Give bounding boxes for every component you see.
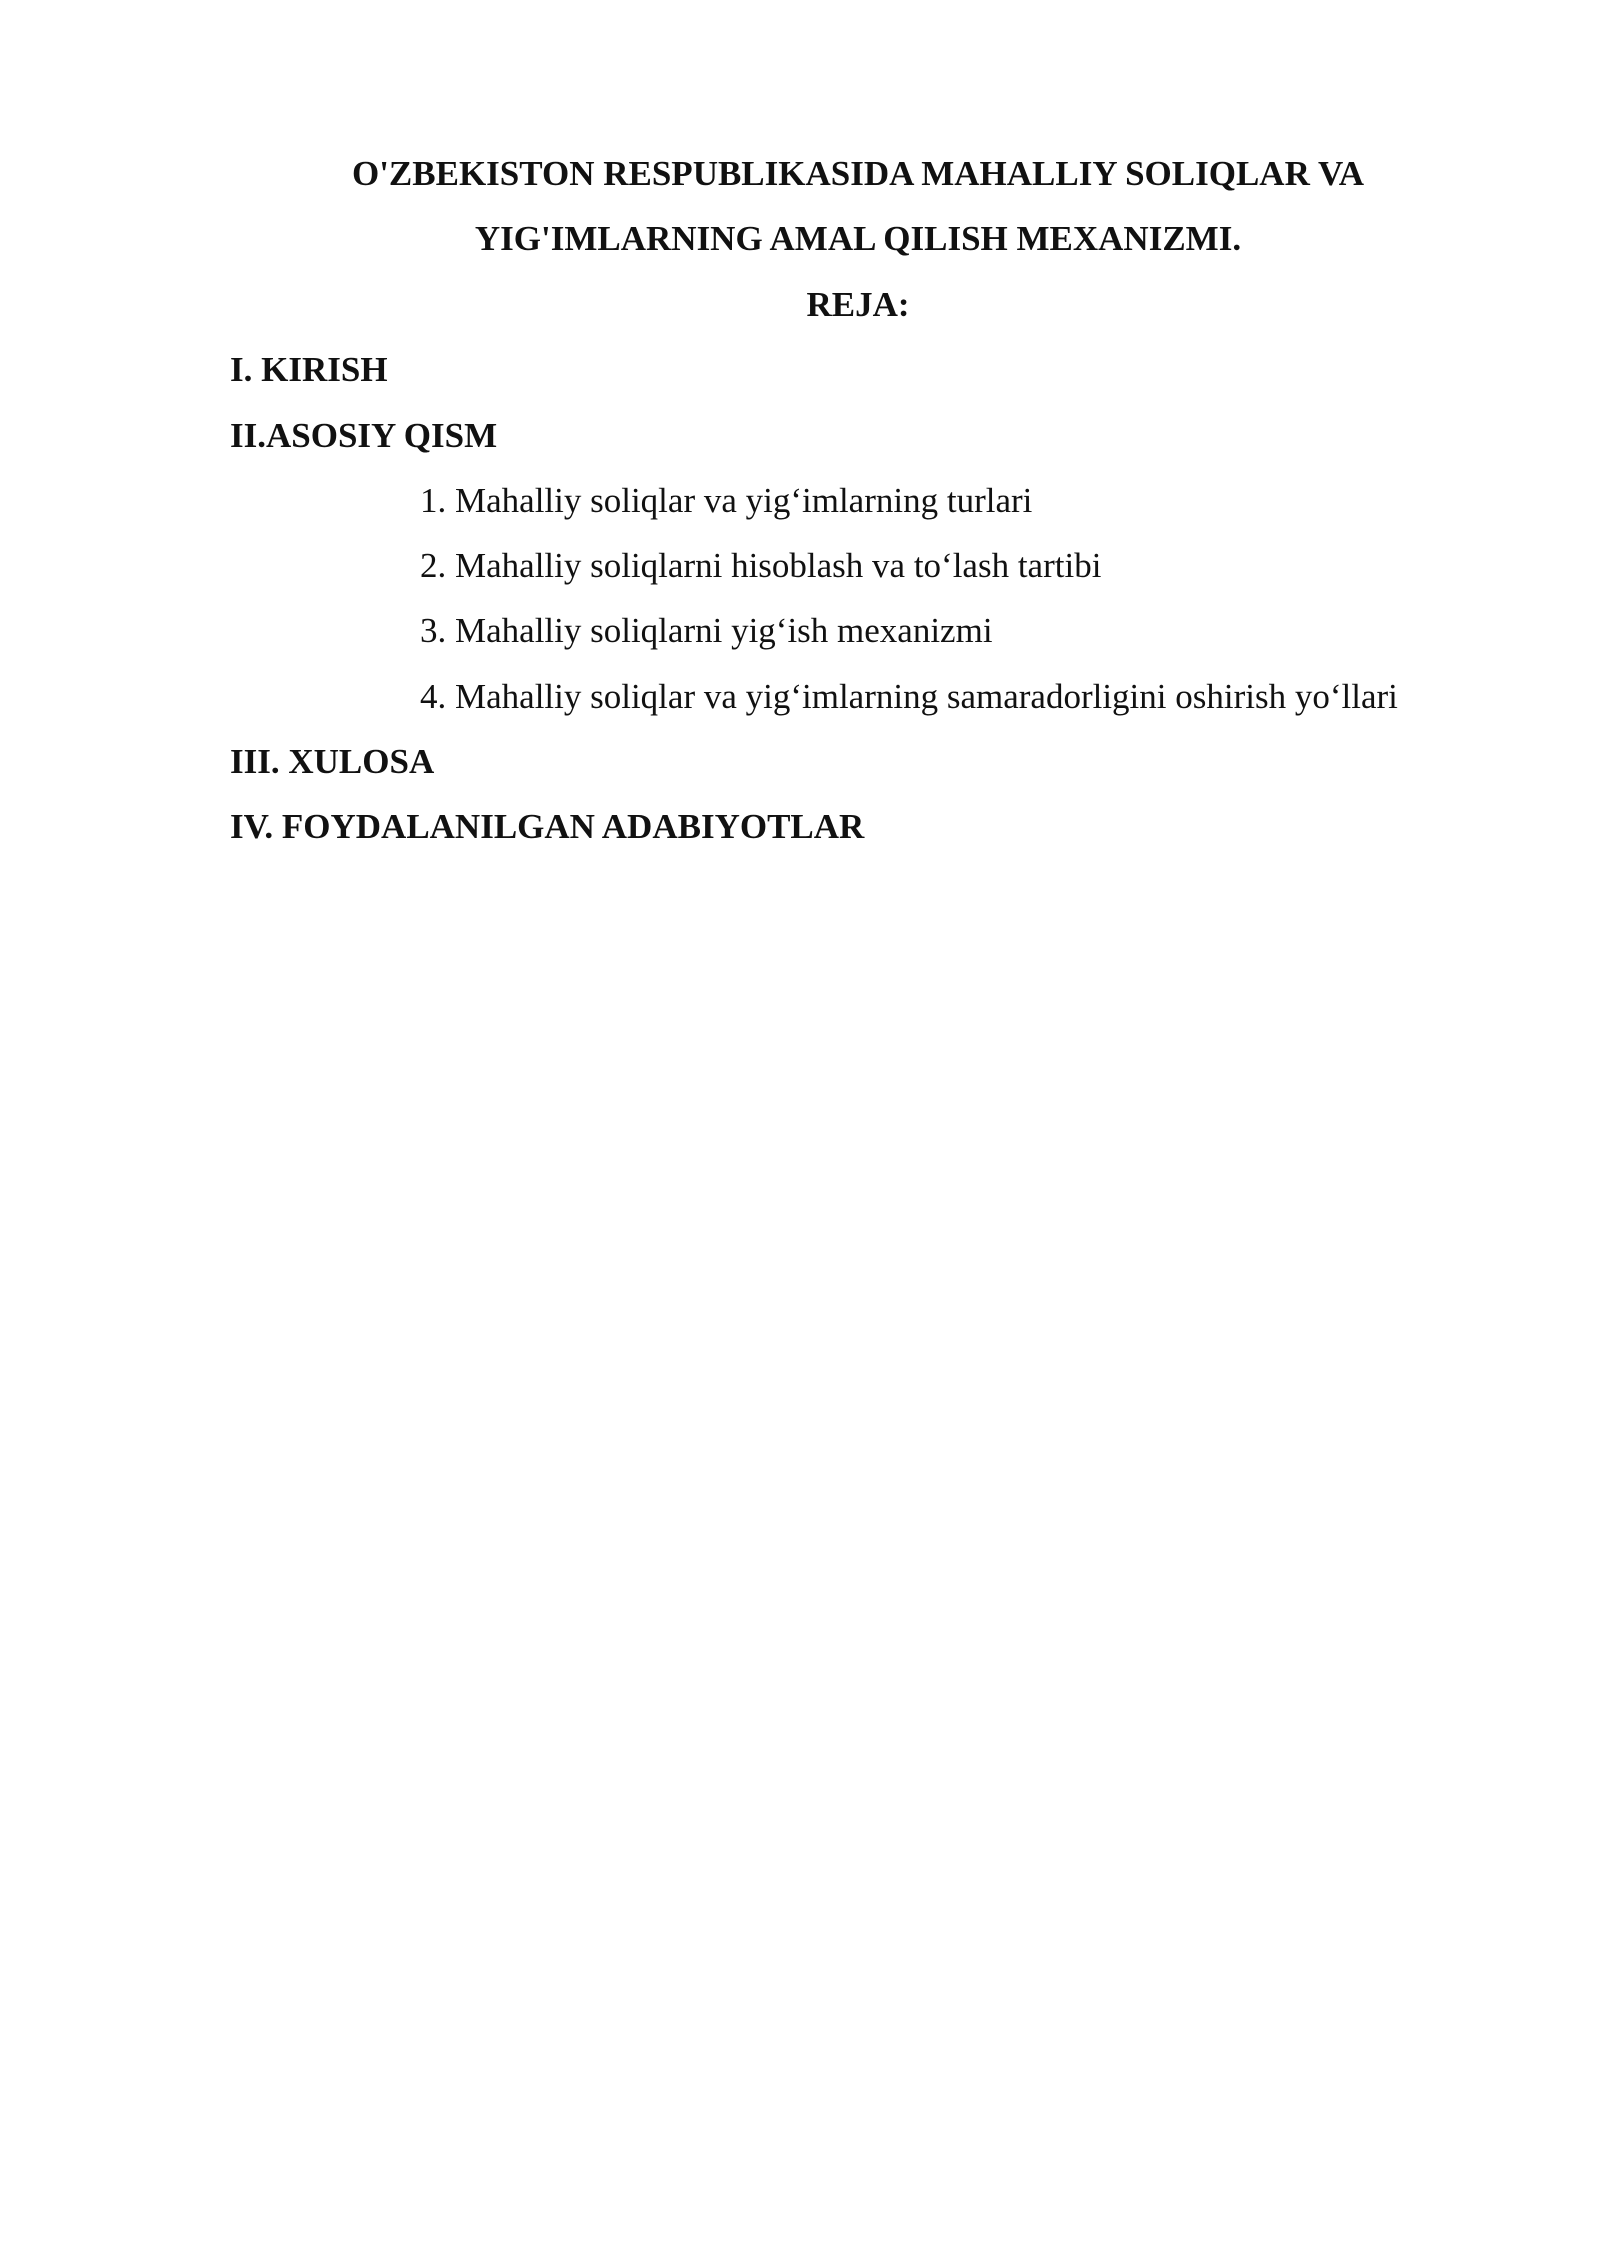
document-title-line-1: O'ZBEKISTON RESPUBLIKASIDA MAHALLIY SOLIQLAR VA	[351, 154, 1365, 193]
section-references: IV. FOYDALANILGAN ADABIYOTLAR	[230, 807, 865, 846]
plan-heading: REJA:	[806, 285, 910, 324]
subitem-2: 2. Mahalliy soliqlarni hisoblash va to‘lash tartibi	[420, 546, 1102, 585]
subitem-4: 4. Mahalliy soliqlar va yig‘imlarning samaradorligini oshirish yo‘llari	[420, 677, 1398, 716]
subitem-1: 1. Mahalliy soliqlar va yig‘imlarning turlari	[420, 481, 1033, 520]
section-introduction: I. KIRISH	[230, 350, 388, 389]
subitem-3: 3. Mahalliy soliqlarni yig‘ish mexanizmi	[420, 611, 993, 650]
section-main-part: II.ASOSIY QISM	[230, 416, 498, 455]
document-title-line-2: YIG'IMLARNING AMAL QILISH MEXANIZMI.	[474, 219, 1242, 258]
section-conclusion: III. XULOSA	[230, 742, 435, 781]
